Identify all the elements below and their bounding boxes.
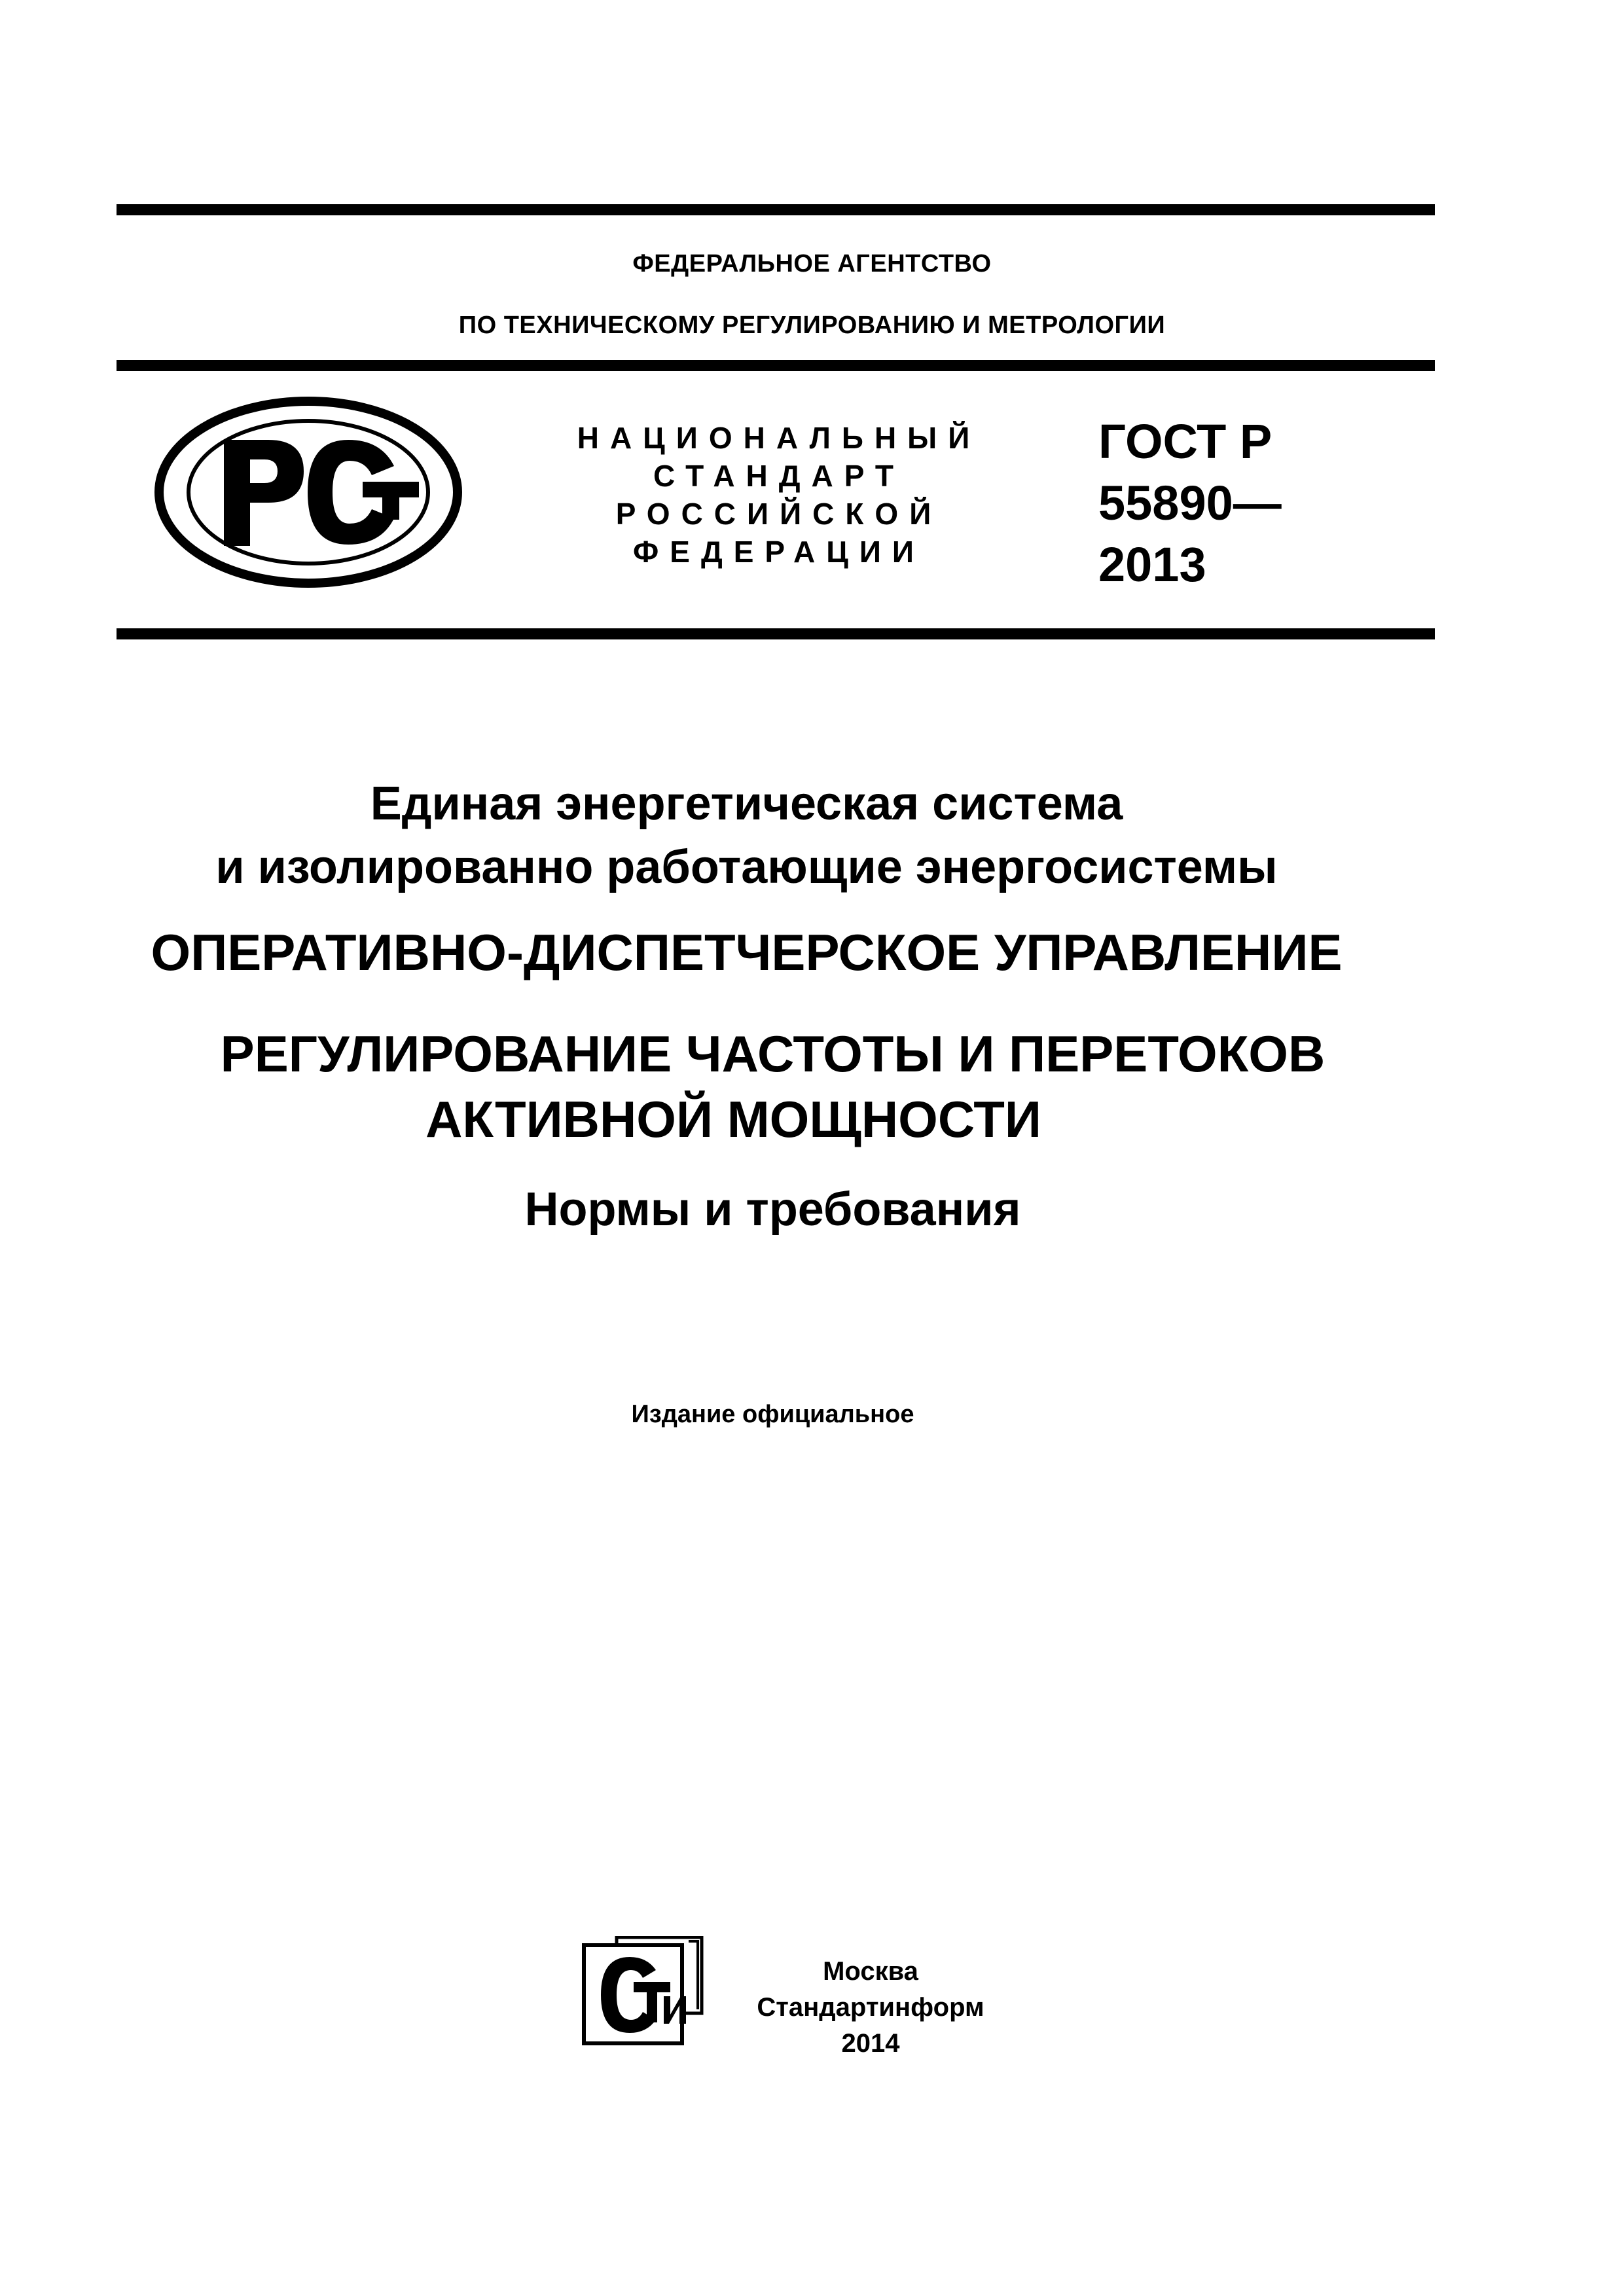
gost-line-3: 2013 (1098, 537, 1206, 592)
publisher-name: Стандартинформ (757, 1993, 984, 2022)
gost-line-2: 55890— (1098, 476, 1282, 530)
top-rule (117, 204, 1435, 215)
national-line-1: НАЦИОНАЛЬНЫЙ (577, 421, 981, 455)
national-line-2: СТАНДАРТ (653, 459, 905, 493)
bottom-rule (117, 628, 1435, 639)
publisher-city: Москва (823, 1957, 918, 1986)
title-line-2: и изолированно работающие энергосистемы (215, 841, 1278, 893)
national-line-4: ФЕДЕРАЦИИ (633, 535, 925, 569)
agency-line-2: ПО ТЕХНИЧЕСКОМУ РЕГУЛИРОВАНИЮ И МЕТРОЛОГИИ (458, 312, 1166, 339)
rst-emblem-icon (152, 394, 465, 590)
national-line-3: РОССИЙСКОЙ (615, 497, 943, 531)
agency-line-1: ФЕДЕРАЛЬНОЕ АГЕНТСТВО (632, 250, 992, 278)
gost-line-1: ГОСТ Р (1098, 414, 1272, 469)
title-line-1: Единая энергетическая система (370, 778, 1123, 830)
middle-rule (117, 360, 1435, 371)
title-line-3: ОПЕРАТИВНО-ДИСПЕТЧЕРСКОЕ УПРАВЛЕНИЕ (151, 924, 1343, 981)
title-line-5: АКТИВНОЙ МОЩНОСТИ (425, 1090, 1041, 1148)
gost-number (1098, 411, 1282, 596)
national-standard-label (569, 419, 988, 571)
title-line-6: Нормы и требования (524, 1183, 1021, 1236)
publisher-block (733, 1954, 1008, 2062)
title-line-4: РЕГУЛИРОВАНИЕ ЧАСТОТЫ И ПЕРЕТОКОВ (220, 1025, 1326, 1083)
publisher-year: 2014 (841, 2029, 900, 2058)
edition-label: Издание официальное (631, 1401, 914, 1428)
sti-logo-icon (577, 1936, 708, 2053)
